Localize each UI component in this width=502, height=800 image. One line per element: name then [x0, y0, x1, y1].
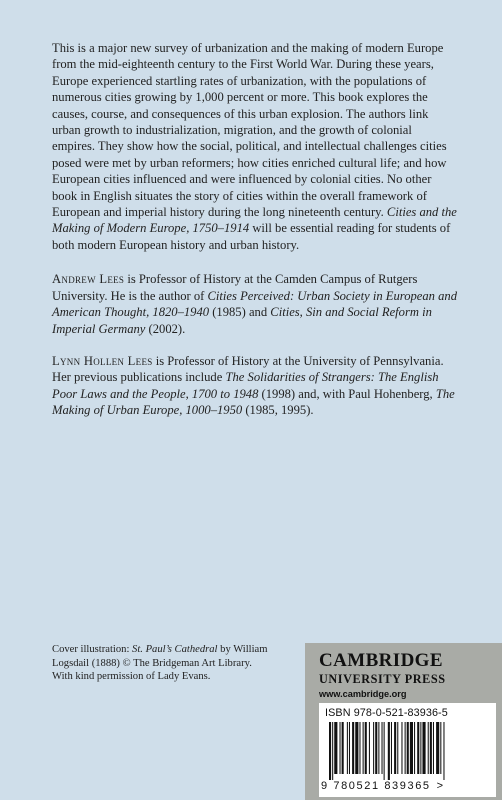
blurb	[52, 40, 458, 437]
bio-book-title: The Making of Urban Europe, 1000–1950	[52, 386, 455, 418]
author-bio-lynn-hollen-lees	[52, 353, 458, 419]
description-text: This is a major new survey of urbanization and the making of modern Europe from the mid-eighteenth century to the First World War. During these years, Europe experienced startling rates of urbanization, with the populations of numerous cities growing by 1,000 percent or more. This book explores the causes, course, and consequences of this urban explosion. The authors link urban growth to industrialization, migration, and the growth of colonial empires. They show how the social, political, and intellectual challenges cities posed were met by urban reformers; how cities enriched cultural life; and how European cities influenced and were influenced by colonial cities. No other book in English situates the story of cities within the overall framework of European and imperial history during the long nineteenth century.	[52, 41, 447, 220]
cover-illustration-credit	[52, 643, 272, 684]
author-bio-andrew-lees	[52, 271, 458, 337]
publisher-name: CAMBRIDGE	[319, 650, 443, 671]
bio-text: is Professor of History at the Camden Campus of Rutgers University. He is the author of	[52, 272, 418, 303]
description-paragraph	[52, 40, 458, 253]
credit-label: Cover illustration:	[52, 644, 133, 655]
bio-text: (2002).	[145, 321, 186, 336]
bio-text: is Professor of History at the University of Pennsylvania. Her previous publications include	[52, 353, 444, 385]
publisher-subtitle: UNIVERSITY PRESS	[319, 672, 446, 686]
bio-book-title: Cities Perceived: Urban Society in European and American Thought, 1820–1940	[52, 288, 458, 320]
bio-text: (1985) and	[209, 305, 271, 320]
book-title-italic: Cities and the Making of Modern Europe, 1750–1914	[52, 205, 457, 236]
barcode-box	[319, 703, 496, 797]
credit-artwork-title: St. Paul’s Cathedral	[132, 644, 218, 655]
publisher-panel	[305, 643, 502, 800]
bio-text: (1985, 1995).	[242, 403, 314, 418]
barcode-suffix: >	[436, 780, 445, 792]
barcode-number	[321, 780, 496, 792]
bio-book-title: The Solidarities of Strangers: The English Poor Laws and the People, 1700 to 1948	[52, 370, 439, 401]
description-text-end: will be essential reading for students of both modern European history and urban history.	[52, 221, 451, 252]
author-name: Andrew Lees	[52, 272, 125, 287]
barcode-digits: 9 780521 839365	[321, 780, 431, 792]
barcode-icon	[325, 722, 490, 780]
isbn-label: ISBN 978-0-521-83936-5	[325, 707, 448, 719]
bio-text: (1998) and, with Paul Hohenberg,	[258, 386, 436, 401]
author-name: Lynn Hollen Lees	[52, 353, 153, 368]
bio-book-title: Cities, Sin and Social Reform in Imperial Germany	[52, 305, 432, 336]
publisher-url: www.cambridge.org	[319, 689, 407, 699]
credit-text: by William Logsdail (1888) © The Bridgeman Art Library. With kind permission of Lady Evans.	[52, 644, 268, 683]
